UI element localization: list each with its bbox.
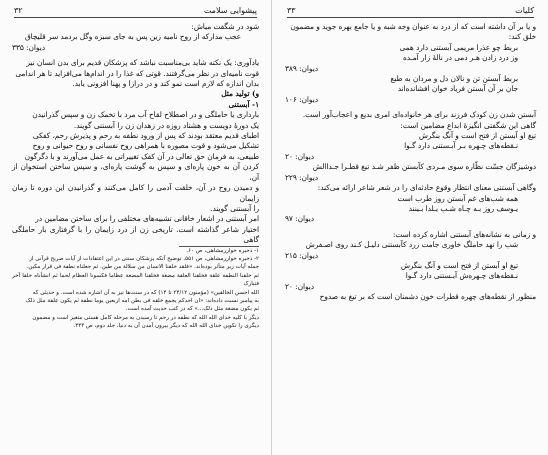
right-verse-line: جان بر آن آبستن فریاد خوان افشانده‌اند — [397, 84, 518, 94]
footnote: ۲- ذخیره خوارزمشاهی، ص ۵۵۱. توضیح آنکه پزشکان سنتی در این اعتقادات از آیات صریح قرآنی از — [29, 255, 259, 262]
right-paragraph-line: تیغ او آبستن از فتح است و آنگ بنگرش — [418, 131, 536, 141]
left-verse-line: عجب مدارکه از روح نامیه زین پس به جای سبزه وگل بردمد سر قلیچاق — [24, 32, 241, 42]
left-paragraph-line: را آبستنی گویند. — [210, 203, 259, 213]
right-paragraph-line: و زمانی به نشانه‌های آبستنی اشاره کرده است: — [392, 229, 536, 239]
left-running-head — [14, 5, 257, 18]
left-paragraph-line: و دمیدن روح در آن، خلقت آدمی را کامل می‌کنند و گذرانیدن این دوره تا زمان زایمان — [12, 183, 259, 203]
right-source-ref: دیوان: ۹۷ — [285, 214, 315, 224]
section-heading: و) تولید مثل — [221, 89, 259, 99]
left-line: شود در شگفت میاش: — [191, 22, 259, 31]
right-source-ref: دیوان: ۲۰ — [285, 151, 315, 161]
right-source-ref: دیوان: ۱۰۶ — [285, 94, 318, 104]
right-page-number: ۳۳ — [287, 6, 296, 15]
right-page-title: کلیات — [515, 6, 534, 15]
right-verse-line: همه شب‌های غم آبستن روز طرب است — [397, 193, 518, 203]
footnote: دیگری را تکوین خدای الله الله که دیگر بیرون آمدن آن به دنیا، جلد دوم، ص ۴۴۴. — [73, 323, 259, 330]
footnote: ۱- ذخیره خوارزمشاهی، ص ۶۰. — [186, 247, 259, 254]
right-verse-line: بربط آبستن تن و نالان دل و مردان به طبع — [390, 74, 518, 84]
right-source-ref: دیوان: ۲۱۵ — [285, 250, 318, 260]
right-paragraph-line: وگاهی آبستنی معنای انتظار وقوع حادثه‌ای را در شعر شاعر ارائه می‌کند: — [317, 183, 536, 193]
right-verse-line: نـقطه‌های چـهره‌ش آبـستنی دارد گـوا — [405, 271, 518, 281]
right-source-ref: دیوان: ۳۸۹ — [285, 63, 318, 73]
right-page — [273, 0, 548, 455]
footnote: به پیامبر نسبت داده‌اند: «ان احدکم یجمع خلقه فی بطن امه اربعین یوما نطفة ثم یکون علقة مثل ذلک — [25, 297, 259, 304]
subsection-heading: ۱- آبستنی — [228, 99, 259, 109]
left-page-title: پیشوایی سلامت — [203, 6, 257, 15]
left-paragraph-line: اختیار شاعر گذاشته است. تاریخی زن از درد زایمان را با گرفتاری بار حاملگی گاهی — [12, 224, 259, 245]
left-paragraph-line: تشکیل می‌شود و قوت مصوره با همراهی روح نفسانی و روح حیوانی و روح — [32, 141, 259, 151]
right-verse-line: وز درد زادن هـر دمی در نالهٔ زار آمـده — [402, 53, 518, 63]
left-page-number: ۳۲ — [14, 6, 23, 15]
right-page-text — [285, 22, 536, 303]
left-paragraph-line: بدان اندازه که لازم است نمو کند و در درازا و پهنا افزونی یابد. — [72, 79, 259, 89]
right-source-ref: دیوان: ۲۲۹ — [285, 172, 318, 182]
left-paragraph-line: کردن آن به خون پاره‌ای و سپس به گوشت پاره‌ای، و سپس ساختن استخوان از آن، — [12, 162, 259, 182]
right-paragraph-line: خلق کند: — [508, 32, 536, 42]
right-verse-line: بربط چو عذرا مریمی آبستنی دارد همی — [399, 42, 518, 52]
left-paragraph-line: اطبای قدیم معتقد بودند که پس از ورود نطفه به رحم و پذیرش رحم، کفکی — [32, 131, 259, 141]
left-source-ref: دیوان: ۳۳۵ — [12, 42, 45, 52]
footnote: ثم خلقنا النطفة علقة فخلقنا العلقة مضغة فخلقنا المضغة عظاما فکسونا العظام لحما ثم انشأناه خلقا آخر فتبارک — [12, 272, 259, 288]
left-page-text — [12, 22, 259, 331]
right-verse-line: شب را تهد حاملگ خاوری جامت زرد کآبستنی دلیـل کـند روی اصـفرش — [305, 240, 518, 250]
left-paragraph-line: بارداری یا حاملگی و در اصطلاح لقاح آب مرد با تخمک زن و سپس گذرانیدن — [32, 110, 259, 120]
right-paragraph-line: منظور از نقطه‌های چهره قطرات خون دشمنان است که بر تیغ به صدوح — [319, 292, 536, 302]
right-source-ref: دیوان: ۲۰ — [285, 281, 315, 291]
footnote: جمله آیات زیر متأثر بوده‌اند. «فلقد خلقنا الانسان من سلالة من طین. ثم جعلناه نطفة فی قرار مکین. — [26, 264, 259, 271]
right-paragraph-line: دوشیزگان جسّت نظّاره سوی مـردی کآبستن ظفر شـد تیغ قطـرا جـداالش — [312, 162, 536, 172]
left-paragraph-line: طبیعی، به فرمان حق تعالی در آن کفک تغییراتی به عمل می‌آورند و با دگرگون — [24, 151, 259, 161]
right-paragraph-line: و یا بر آن داشته است که از درد به عنوان وجه شبه و یا جامع بهره جوید و مضمون — [290, 22, 536, 31]
right-verse-line: نـقطه‌های چـهره بـر آبـستنی دارد گـوا — [404, 141, 518, 151]
footnote: ثم یکون مضغة مثل ذلک...» که در کتب حدیث آمده است. — [125, 306, 259, 313]
right-running-head — [287, 5, 534, 18]
right-paragraph-line: گاهی این شگفتی انگیزهٔ ابداع مضامین است: — [400, 120, 536, 130]
left-paragraph-line: امر آبستنی در اشعار خاقانی تشبیه‌های مختلفی را برای ساختن مضامین در — [35, 214, 259, 224]
footnote: دیگر با کلیه خدای الله الله که نطفه در رحم تا رسیدن به مرحله کامل هستی متغیر است و مضمون — [32, 314, 259, 321]
left-page — [0, 0, 272, 455]
right-verse-line: یـوسف روز بـه چـاه شـب یـلدا بـینند — [408, 203, 518, 213]
left-paragraph-line: یک دورهٔ دویست و هشتاد روزه در زهدان زن را آبستنی گویند. — [73, 120, 259, 130]
left-paragraph-line: قوت نامیه‌ای در نظر می‌گرفتند. قوتی که غذا را در اندام‌ها می‌افزاید تا هر اندامی — [15, 68, 259, 78]
left-paragraph-line: یادآوری: یک نکته شاید بی‌مناسبت نباشد که پزشکان قدیم برای بدن انسان نیز — [26, 58, 259, 68]
right-paragraph-line: آبستن شدن زن کودک فرزند برای هر خانواده‌ای امری بدیع و اعجاب‌آور است. — [302, 110, 536, 120]
right-verse-line: تیغ او آبستن از فتح است و آنگ بنگرش — [400, 260, 518, 270]
footnote: الله احسن الخالقین» (مؤمنون ۲۳/۱۲ تا ۱۴) که در سنت‌ها نیز به آن اشاره شده است. و حدیثی که — [32, 289, 259, 296]
